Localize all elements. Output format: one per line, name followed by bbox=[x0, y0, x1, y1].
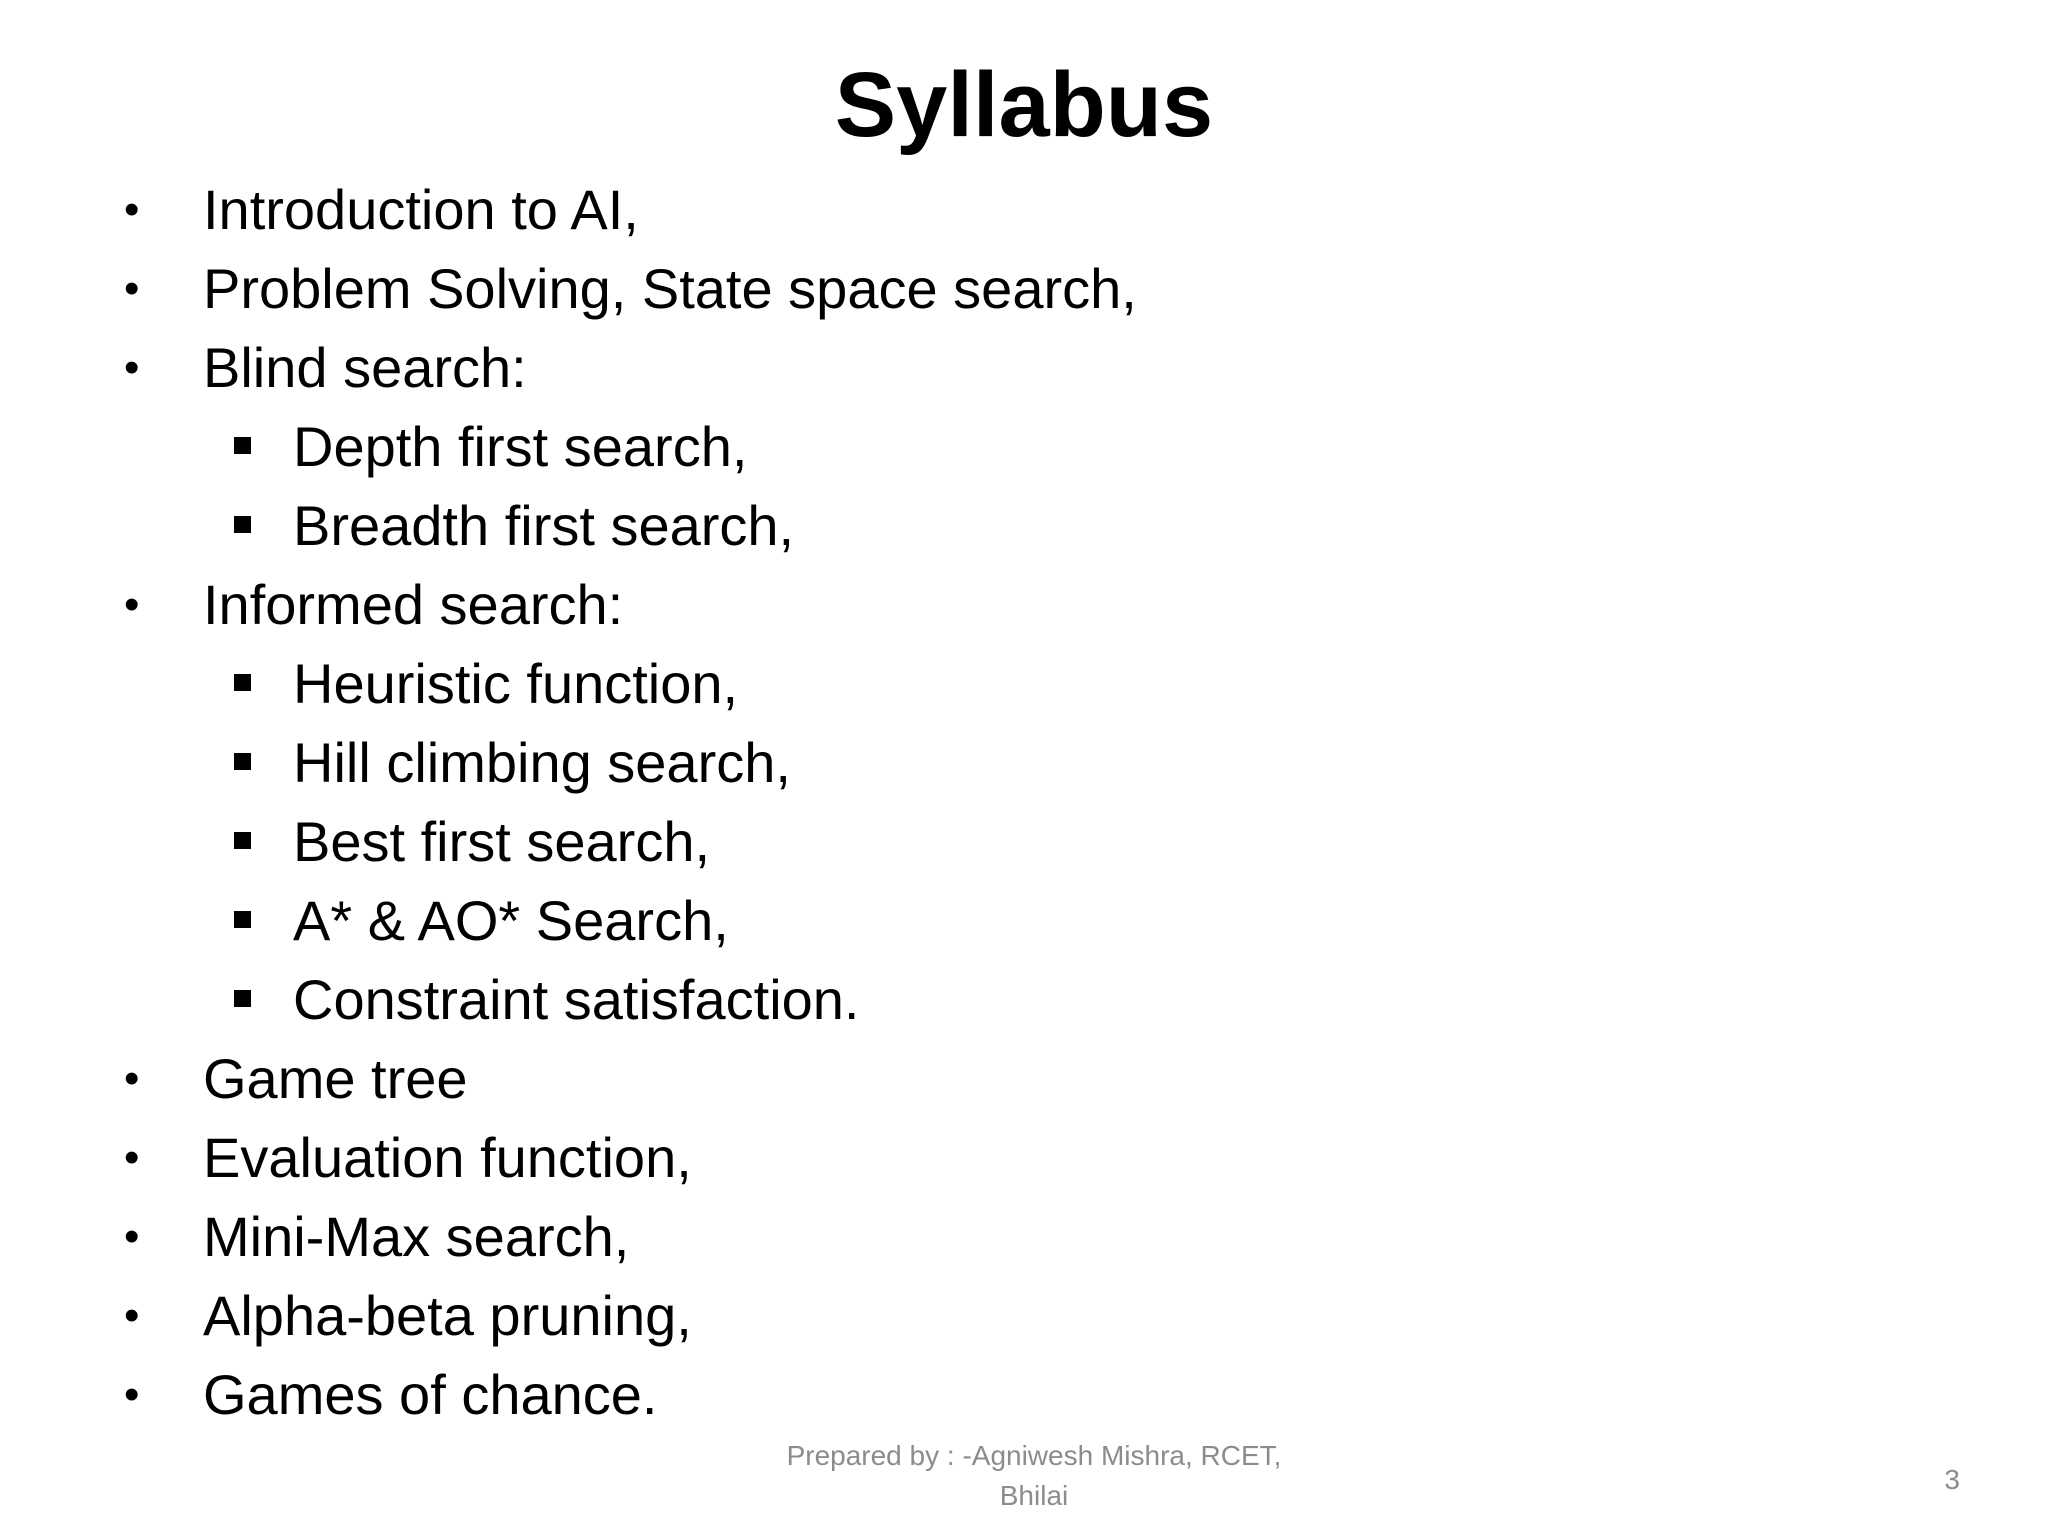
slide-footer bbox=[724, 1436, 1344, 1516]
list-item bbox=[0, 170, 1800, 249]
sub-list-item-text: Depth first search, bbox=[293, 415, 748, 478]
footer-author-line: Prepared by : -Agniwesh Mishra, RCET, bbox=[786, 1440, 1282, 1471]
bullet-icon: • bbox=[124, 264, 140, 313]
list-item-text: Alpha-beta pruning, bbox=[203, 1284, 692, 1347]
list-item-text: Blind search: bbox=[203, 336, 527, 399]
sub-list-item bbox=[0, 960, 1800, 1039]
square-bullet-icon bbox=[234, 437, 251, 454]
list-item-text: Game tree bbox=[203, 1047, 468, 1110]
list-item-text: Evaluation function, bbox=[203, 1126, 692, 1189]
footer-location-line: Bhilai bbox=[999, 1480, 1069, 1511]
sub-list-item-text: Hill climbing search, bbox=[293, 731, 791, 794]
sub-list-item bbox=[0, 881, 1800, 960]
syllabus-list bbox=[0, 170, 1800, 1434]
bullet-icon: • bbox=[124, 185, 140, 234]
list-item-text: Games of chance. bbox=[203, 1363, 658, 1426]
square-bullet-icon bbox=[234, 516, 251, 533]
sub-list-item-text: Breadth first search, bbox=[293, 494, 795, 557]
sub-list-item-text: Constraint satisfaction. bbox=[293, 968, 860, 1031]
bullet-icon: • bbox=[124, 1291, 140, 1340]
list-item-text: Problem Solving, State space search, bbox=[203, 257, 1137, 320]
list-item bbox=[0, 249, 1800, 328]
list-item-text: Mini-Max search, bbox=[203, 1205, 630, 1268]
bullet-icon: • bbox=[124, 1133, 140, 1182]
sub-list-item-text: Heuristic function, bbox=[293, 652, 739, 715]
sub-list-item bbox=[0, 802, 1800, 881]
square-bullet-icon bbox=[234, 990, 251, 1007]
slide-title: Syllabus bbox=[834, 54, 1214, 156]
list-item-text: Informed search: bbox=[203, 573, 624, 636]
list-item bbox=[0, 1118, 1800, 1197]
list-item bbox=[0, 1355, 1800, 1434]
bullet-icon: • bbox=[124, 343, 140, 392]
square-bullet-icon bbox=[234, 832, 251, 849]
sub-list-item-text: Best first search, bbox=[293, 810, 711, 873]
list-item bbox=[0, 565, 1800, 644]
sub-list-item bbox=[0, 486, 1800, 565]
list-item bbox=[0, 1197, 1800, 1276]
sub-list-item bbox=[0, 644, 1800, 723]
bullet-icon: • bbox=[124, 1212, 140, 1261]
bullet-icon: • bbox=[124, 580, 140, 629]
list-item bbox=[0, 1276, 1800, 1355]
square-bullet-icon bbox=[234, 911, 251, 928]
sub-list-item-text: A* & AO* Search, bbox=[293, 889, 729, 952]
bullet-icon: • bbox=[124, 1370, 140, 1419]
list-item bbox=[0, 1039, 1800, 1118]
sub-list-item bbox=[0, 723, 1800, 802]
sub-list-item bbox=[0, 407, 1800, 486]
page-number: 3 bbox=[1944, 1464, 1960, 1495]
list-item bbox=[0, 328, 1800, 407]
square-bullet-icon bbox=[234, 674, 251, 691]
list-item-text: Introduction to AI, bbox=[203, 178, 639, 241]
square-bullet-icon bbox=[234, 753, 251, 770]
bullet-icon: • bbox=[124, 1054, 140, 1103]
